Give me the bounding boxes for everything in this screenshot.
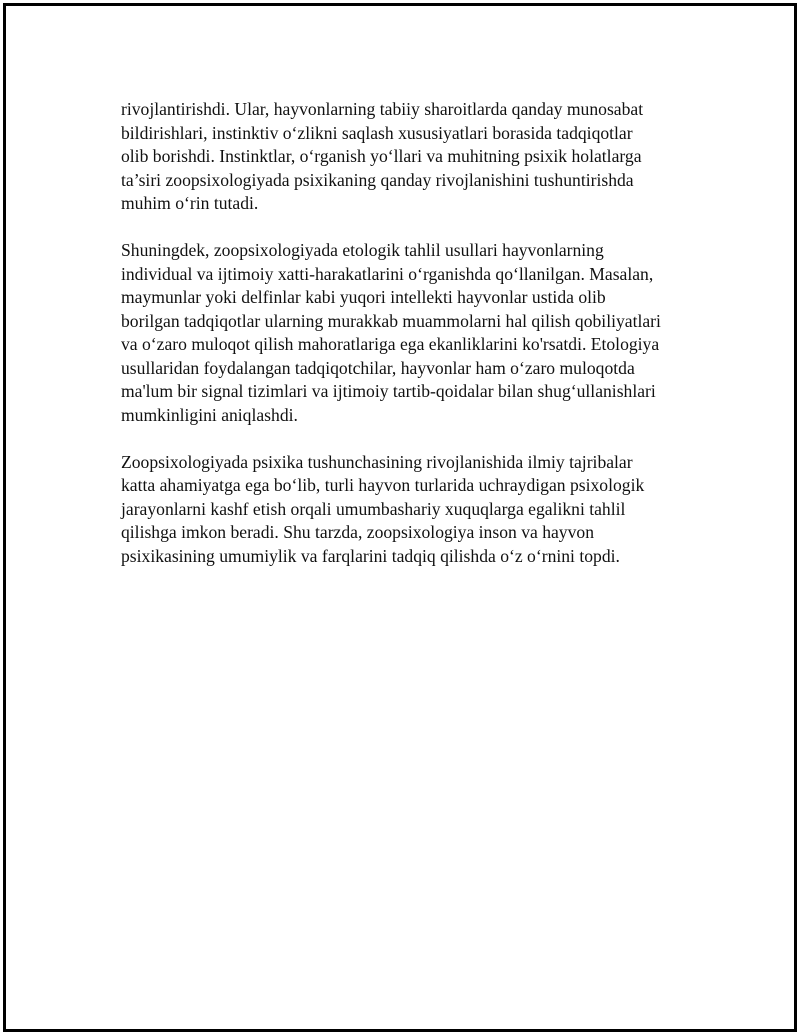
text-line: mumkinligini aniqlashdi.	[121, 404, 298, 425]
text-line: va o‘zaro muloqot qilish mahoratlariga ega ekanliklarini ko'rsatdi. Etologiya	[121, 334, 660, 354]
text-line: maymunlar yoki delfinlar kabi yuqori intellekti hayvonlar ustida olib	[121, 287, 606, 307]
document-body	[121, 98, 706, 592]
text-line: olib borishdi. Instinktlar, o‘rganish yo‘llari va muhitning psixik holatlarga	[121, 146, 642, 166]
text-line: muhim o‘rin tutadi.	[121, 193, 259, 213]
text-line: bildirishlari, instinktiv o‘zlikni saqlash xususiyatlari borasida tadqiqotlar	[121, 122, 633, 143]
text-line: individual va ijtimoiy xatti-harakatlarini o‘rganishda qo‘llanilgan. Masalan,	[121, 263, 654, 284]
text-line: katta ahamiyatga ega bo‘lib, turli hayvon turlarida uchraydigan psixologik	[121, 475, 645, 495]
text-line: Shuningdek, zoopsixologiyada etologik tahlil usullari hayvonlarning	[121, 240, 604, 260]
paragraph-1	[121, 98, 706, 216]
text-line: jarayonlarni kashf etish orqali umumbashariy xuquqlarga egalikni tahlil	[121, 498, 626, 519]
text-line: ma'lum bir signal tizimlari va ijtimoiy tartib-qoidalar bilan shug‘ullanishlari	[121, 381, 656, 401]
text-line: borilgan tadqiqotlar ularning murakkab muammolarni hal qilish qobiliyatlari	[121, 310, 661, 331]
text-line: rivojlantirishdi. Ular, hayvonlarning tabiiy sharoitlarda qanday munosabat	[121, 99, 644, 119]
text-line: psixikasining umumiylik va farqlarini tadqiq qilishda o‘z o‘rnini topdi.	[121, 545, 620, 566]
text-line: usullaridan foydalangan tadqiqotchilar, hayvonlar ham o‘zaro muloqotda	[121, 357, 635, 378]
text-line: qilishga imkon beradi. Shu tarzda, zoopsixologiya inson va hayvon	[121, 522, 594, 542]
text-line: Zoopsixologiyada psixika tushunchasining rivojlanishida ilmiy tajribalar	[121, 451, 633, 472]
page-frame	[3, 3, 797, 1032]
paragraph-3	[121, 451, 706, 569]
text-line: ta’siri zoopsixologiyada psixikaning qanday rivojlanishini tushuntirishda	[121, 169, 634, 190]
paragraph-2	[121, 239, 706, 427]
